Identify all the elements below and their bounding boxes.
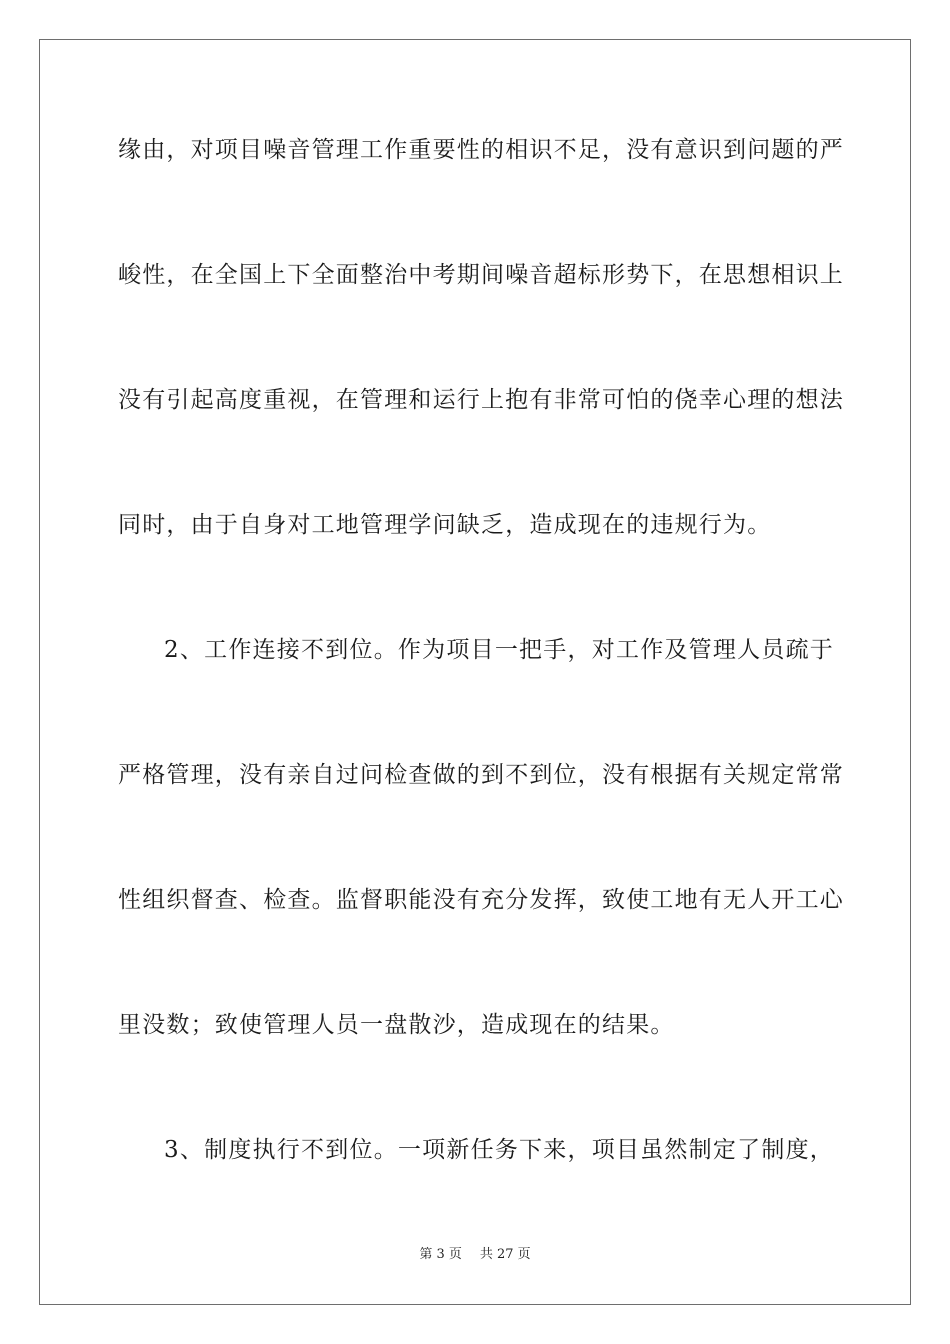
text-line-5: 2、工作连接不到位。作为项目一把手，对工作及管理人员疏于 xyxy=(164,637,834,663)
text-line-1: 缘由，对项目噪音管理工作重要性的相识不足，没有意识到问题的严 xyxy=(118,137,844,163)
page-footer xyxy=(0,1246,950,1264)
page-number: 第 3 页 xyxy=(419,1247,462,1262)
text-line-3: 没有引起高度重视，在管理和运行上抱有非常可怕的侥幸心理的想法 xyxy=(118,387,844,413)
page-border xyxy=(39,39,911,1305)
text-line-8: 里没数；致使管理人员一盘散沙，造成现在的结果。 xyxy=(118,1012,675,1038)
text-line-4: 同时，由于自身对工地管理学问缺乏，造成现在的违规行为。 xyxy=(118,512,772,538)
text-line-7: 性组织督查、检查。监督职能没有充分发挥，致使工地有无人开工心 xyxy=(118,887,844,913)
text-line-6: 严格管理，没有亲自过问检查做的到不到位，没有根据有关规定常常 xyxy=(118,762,844,788)
page-total: 共 27 页 xyxy=(479,1247,531,1262)
text-line-9: 3、制度执行不到位。一项新任务下来，项目虽然制定了制度， xyxy=(164,1137,834,1163)
text-line-2: 峻性，在全国上下全面整治中考期间噪音超标形势下，在思想相识上 xyxy=(118,262,844,288)
